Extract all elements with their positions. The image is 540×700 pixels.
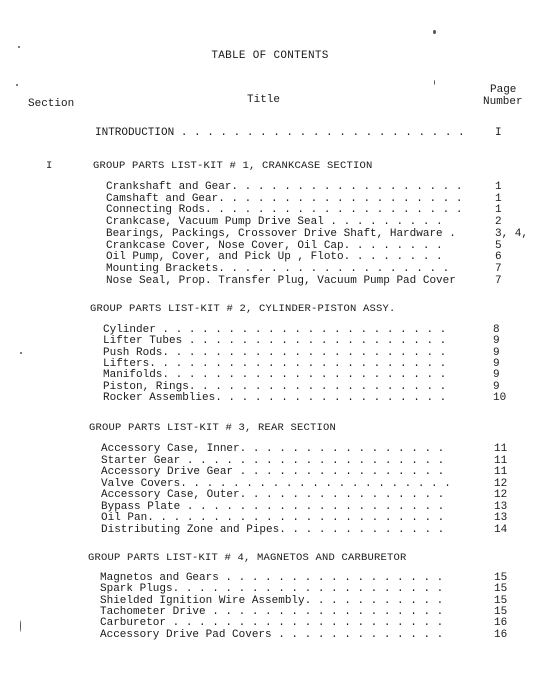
scan-speck <box>18 46 20 48</box>
toc-entry-label: Bypass Plate . . . . . . . . . . . . . . . . . . . . <box>101 500 445 513</box>
toc-entry-page: 15 <box>494 594 508 607</box>
scan-speck <box>434 80 435 85</box>
toc-entry-label: Accessory Drive Gear . . . . . . . . . . . . . . . . <box>101 466 445 478</box>
toc-entry-page: 14 <box>494 523 508 536</box>
toc-entry-label: Accessory Drive Pad Covers . . . . . . . . . . . . . <box>100 628 444 641</box>
toc-entry-page: 9 <box>493 357 500 370</box>
toc-entry-label: INTRODUCTION . . . . . . . . . . . . . . . . . . . . . . <box>95 127 465 139</box>
toc-entry-label: Crankcase, Vacuum Pump Drive Seal . . . . . . . . . <box>106 216 443 229</box>
toc-entry-page: 3, 4, <box>495 227 529 240</box>
toc-entry-page: 9 <box>493 380 500 393</box>
toc-entry-page: 7 <box>495 274 502 287</box>
toc-entry <box>106 276 540 288</box>
toc-entry-page: 12 <box>494 489 508 501</box>
toc-entry-page: 9 <box>493 369 500 382</box>
toc-entry-page: 13 <box>494 512 508 524</box>
group-heading: GROUP PARTS LIST-KIT # 2, CYLINDER-PISTON ASSY. <box>90 303 396 315</box>
toc-entry <box>100 630 540 642</box>
group-heading: GROUP PARTS LIST-KIT # 4, MAGNETOS AND CARBURETOR <box>88 552 407 564</box>
toc-entry <box>103 393 540 405</box>
toc-entry-page: 16 <box>494 628 508 641</box>
toc-entry-page: 12 <box>494 477 508 490</box>
scan-speck <box>16 84 18 86</box>
toc-entry-label: Carburetor . . . . . . . . . . . . . . . . . . . . . <box>100 617 444 630</box>
page-column-header-line2: Number <box>483 96 523 108</box>
toc-entry-page: 15 <box>494 572 508 584</box>
toc-entry-label: Shielded Ignition Wire Assembly. . . . . . . . . . . <box>100 594 444 607</box>
toc-entry-label: Lifter Tubes . . . . . . . . . . . . . . . . . . . . <box>103 335 447 348</box>
toc-entry-label: Camshaft and Gear. . . . . . . . . . . . . . . . . . . <box>106 192 463 205</box>
toc-entry-page: 9 <box>493 335 500 348</box>
toc-entry-label: Push Rods. . . . . . . . . . . . . . . . . . . . . . <box>103 346 447 359</box>
toc-entry-label: Spark Plugs. . . . . . . . . . . . . . . . . . . . . <box>100 583 444 596</box>
toc-entry-label: Oil Pan. . . . . . . . . . . . . . . . . . . . . . . <box>101 512 445 524</box>
toc-entry-label: Piston, Rings. . . . . . . . . . . . . . . . . . . . <box>103 380 447 393</box>
toc-entry-label: Accessory Case, Outer. . . . . . . . . . . . . . . . <box>101 489 445 501</box>
toc-entry-page: 10 <box>493 391 507 404</box>
toc-entry-label: Oil Pump, Cover, and Pick Up , Floto. . . . . . . . <box>106 251 443 264</box>
group-heading: GROUP PARTS LIST-KIT # 1, CRANKCASE SECTION <box>93 160 373 172</box>
toc-entry-label: Accessory Case, Inner. . . . . . . . . . . . . . . . <box>101 443 445 455</box>
toc-entry-page: I <box>495 127 502 139</box>
toc-entry-page: 7 <box>495 262 502 275</box>
toc-entry-page: 8 <box>493 324 500 336</box>
toc-entry-page: 9 <box>493 346 500 359</box>
toc-entry-page: 15 <box>494 583 508 596</box>
toc-entry-page: 2 <box>495 216 502 229</box>
toc-entry-label: Lifters. . . . . . . . . . . . . . . . . . . . . . . <box>103 357 447 370</box>
toc-entry-page: 6 <box>495 251 502 264</box>
toc-entry-page: 11 <box>494 466 508 478</box>
toc-entry-label: Distributing Zone and Pipes. . . . . . . . . . . . . <box>101 523 445 536</box>
toc-entry-label: Bearings, Packings, Crossover Drive Shaft, Hardware . <box>106 227 456 240</box>
toc-entry-page: 1 <box>495 181 502 193</box>
toc-entry-page: 5 <box>495 239 502 252</box>
scan-speck <box>20 620 21 632</box>
toc-entry-label: Rocker Assemblies. . . . . . . . . . . . . . . . . . <box>103 391 447 404</box>
toc-entry-label: Nose Seal, Prop. Transfer Plug, Vacuum Pump Pad Cover <box>106 274 456 287</box>
toc-entry-label: Manifolds. . . . . . . . . . . . . . . . . . . . . . <box>103 369 447 382</box>
scan-speck <box>20 352 22 354</box>
toc-entry-page: 16 <box>494 617 508 630</box>
toc-entry-page: 1 <box>495 192 502 205</box>
toc-entry-page: 13 <box>494 500 508 513</box>
group-section-number: I <box>46 160 53 172</box>
group-heading: GROUP PARTS LIST-KIT # 3, REAR SECTION <box>89 422 337 434</box>
section-column-header: Section <box>28 98 75 110</box>
toc-entry-page: 1 <box>495 204 502 217</box>
toc-entry-label: Connecting Rods. . . . . . . . . . . . . . . . . . . . <box>106 204 463 217</box>
toc-entry-label: Tachometer Drive . . . . . . . . . . . . . . . . . . <box>100 605 444 618</box>
toc-entry-label: Cylinder . . . . . . . . . . . . . . . . . . . . . . <box>103 324 447 336</box>
title-column-header: Title <box>247 94 281 106</box>
toc-entry-page: 11 <box>494 454 508 467</box>
toc-entry-label: Magnetos and Gears . . . . . . . . . . . . . . . . . <box>100 572 444 584</box>
toc-entry-label: Starter Gear . . . . . . . . . . . . . . . . . . . . <box>101 454 445 467</box>
toc-entry-label: Valve Covers. . . . . . . . . . . . . . . . . . . . . <box>101 477 451 490</box>
toc-entry <box>106 229 540 241</box>
toc-entry <box>101 525 540 537</box>
toc-entry-label: Crankcase Cover, Nose Cover, Oil Cap. . . . . . . . <box>106 239 443 252</box>
document-title: TABLE OF CONTENTS <box>211 50 329 62</box>
toc-entry-page: 11 <box>494 443 508 455</box>
toc-entry-introduction <box>95 128 515 140</box>
page-column-header-line1: Page <box>490 84 517 96</box>
toc-entry-label: Crankshaft and Gear. . . . . . . . . . . . . . . . . . <box>106 181 463 193</box>
toc-entry-label: Mounting Brackets. . . . . . . . . . . . . . . . . . <box>106 262 450 275</box>
toc-entry-page: 15 <box>494 605 508 618</box>
scan-speck <box>433 30 436 34</box>
